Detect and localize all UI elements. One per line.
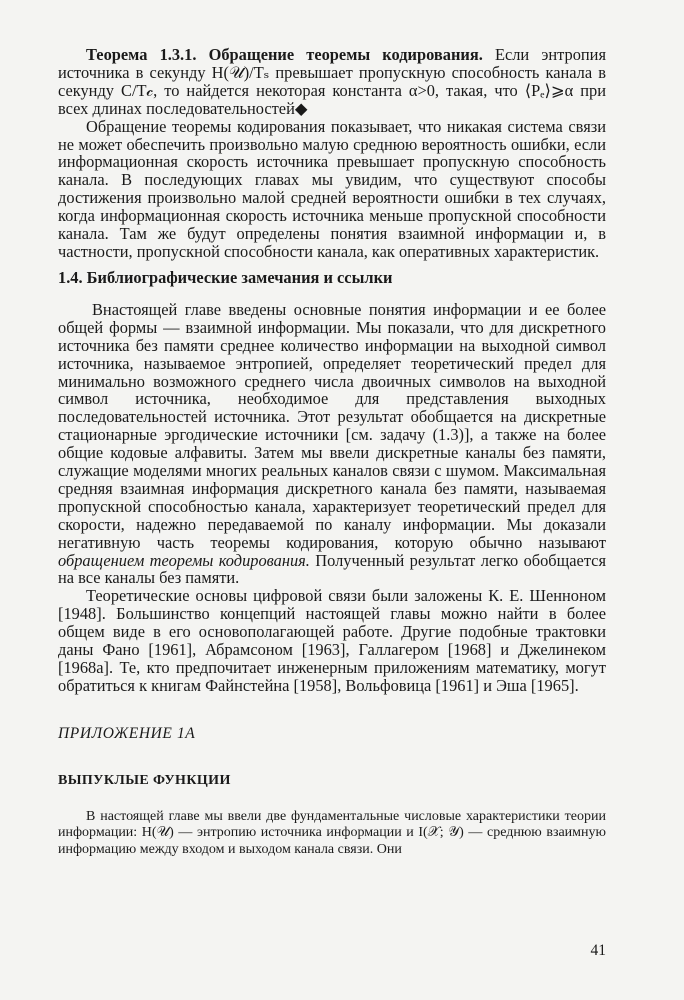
page-number: 41	[590, 942, 606, 959]
appendix-label: ПРИЛОЖЕНИЕ 1А	[58, 724, 196, 742]
paragraph-summary	[58, 301, 606, 588]
theorem-paragraph	[58, 46, 606, 118]
theorem-text: Если энтропия источника в секунду H(𝒰)/Tₛ превышает пропускную способность канала в секунду C/T𝒸, то найдется некоторая константа α>0, такая, что ⟨Pₑ⟩⩾α при всех длинах последовательностей◆	[58, 45, 606, 118]
page-body	[58, 46, 606, 858]
summary-emphasis: обращением теоремы кодирования.	[58, 550, 310, 570]
appendix-title: ВЫПУКЛЫЕ ФУНКЦИИ	[58, 772, 231, 788]
paragraph-converse: Обращение теоремы кодирования показывает, что никакая система связи не может обеспечить произвольно малую среднюю вероятность ошибки, если информационная скорость источника превышает пропускную способность канала. В последующих главах мы увидим, что существуют способы достижения произвольно малой средней вероятности ошибки в тех случаях, когда информационная скорость источника меньше пропускной способности канала. Там же будут определены понятия взаимной информации и, в частности, пропускной способности канала, как оперативных характеристик.	[58, 116, 606, 261]
summary-text-b: Полученный результат легко обобщается на все каналы без памяти.	[58, 550, 606, 588]
paragraph-references: Теоретические основы цифровой связи были заложены К. Е. Шенноном [1948]. Большинство концепций настоящей главы можно найти в более общем виде в его основополагающей работе. Другие подобные трактовки даны Фано [1961], Абрамсоном [1963], Галлагером [1968] и Джелинеком [1968а]. Те, кто предпочитает инженерным приложениям математику, могут обратиться к книгам Файнстейна [1958], Вольфовица [1961] и Эша [1965].	[58, 586, 606, 695]
theorem-title: Теорема 1.3.1. Обращение теоремы кодирования.	[86, 45, 483, 64]
section-heading: 1.4. Библиографические замечания и ссылки	[58, 267, 393, 287]
summary-text-a: Внастоящей главе введены основные понятия информации и ее более общей формы — взаимной информации. Мы показали, что для дискретного источника без памяти среднее количество информации на выходной символ источника, называемое энтропией, определяет теоретический предел для минимально возможного среднего числа двоичных символов на выходной символ источника, необходимое для представления выходных последовательностей источника. Этот результат обобщается на дискретные стационарные эргодические источники [см. задачу (1.3)], а также на более общие кодовые алфавиты. Затем мы ввели дискретные каналы без памяти, служащие моделями многих реальных каналов связи с шумом. Максимальная средняя взаимная информация дискретного канала без памяти, называемая пропускной способностью канала, характеризует теоретический предел для скорости, надежно передаваемой по каналу информации. Мы доказали негативную часть теоремы кодирования, которую обычно называют	[58, 299, 606, 552]
appendix-paragraph: В настоящей главе мы ввели две фундаментальные числовые характеристики теории информации: H(𝒰) — энтропию источника информации и I(𝒳; 𝒴) — среднюю взаимную информацию между входом и выходом канала связи. Они	[58, 808, 606, 857]
